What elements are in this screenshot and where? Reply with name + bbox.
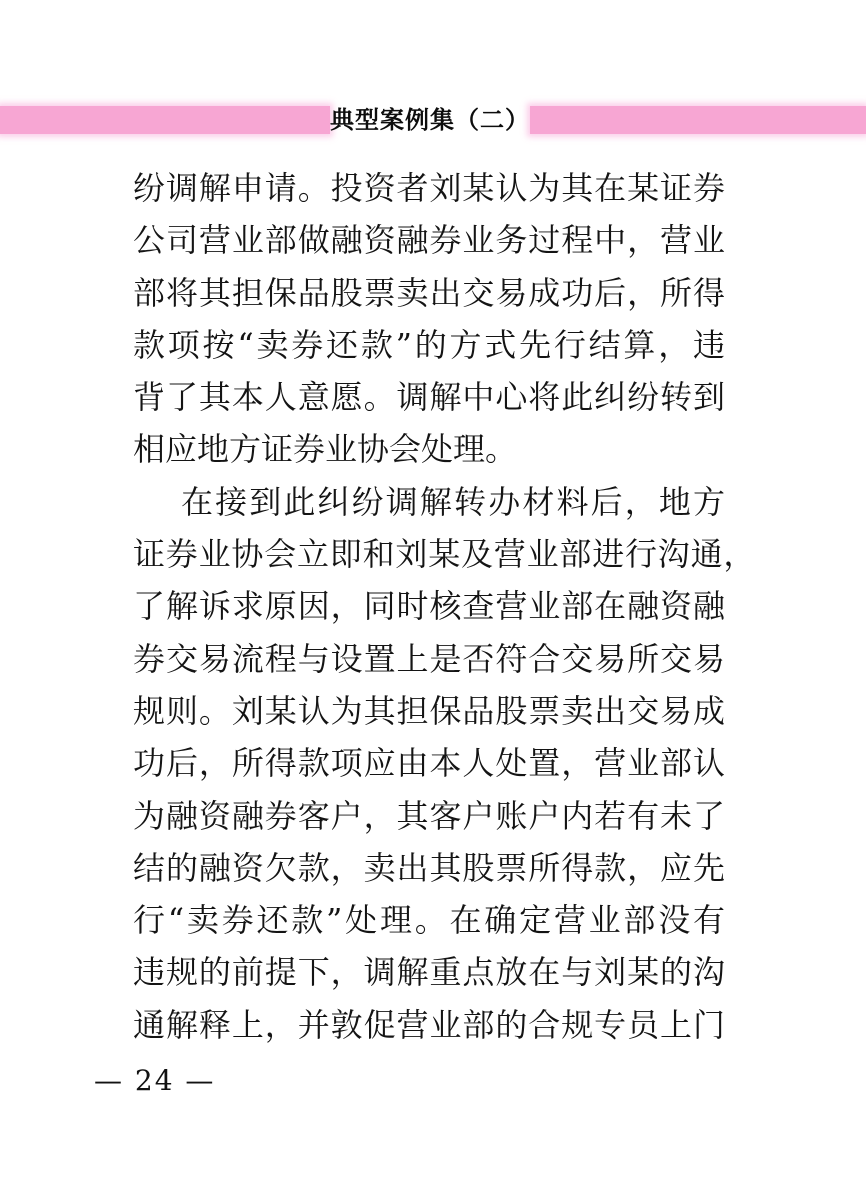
text-line: 券交易流程与设置上是否符合交易所交易 — [133, 639, 725, 678]
text-line: 了解诉求原因，同时核查营业部在融资融 — [133, 587, 725, 626]
text-line: 相应地方证券业协会处理。 — [133, 430, 518, 469]
text-line: 通解释上，并敦促营业部的合规专员上门 — [133, 1005, 725, 1044]
text-line: 部将其担保品股票卖出交易成功后，所得 — [133, 273, 725, 312]
text-line: 功后，所得款项应由本人处置，营业部认 — [133, 744, 725, 783]
text-line: 公司营业部做融资融券业务过程中，营业 — [133, 221, 725, 260]
header-rule-right — [530, 106, 866, 134]
text-line: 在接到此纠纷调解转办材料后，地方 — [181, 482, 725, 521]
text-line: 规则。刘某认为其担保品股票卖出交易成 — [133, 691, 725, 730]
text-line: 证券业协会立即和刘某及营业部进行沟通， — [133, 535, 757, 574]
text-line: 违规的前提下，调解重点放在与刘某的沟 — [133, 953, 725, 992]
text-line: 结的融资欠款，卖出其股票所得款，应先 — [133, 848, 725, 887]
header-rule-left — [0, 106, 330, 134]
text-line: 行“卖券还款”处理。在确定营业部没有 — [133, 901, 725, 940]
running-head-title: 典型案例集（二） — [330, 105, 530, 134]
text-line: 背了其本人意愿。调解中心将此纠纷转到 — [133, 378, 725, 417]
text-line: 款项按“卖券还款”的方式先行结算，违 — [133, 325, 725, 364]
body-text-block — [133, 162, 757, 1051]
text-line: 纷调解申请。投资者刘某认为其在某证券 — [133, 169, 725, 207]
text-line: 为融资融券客户，其客户账户内若有未了 — [133, 796, 725, 835]
page-number: — 24 — — [94, 1064, 216, 1097]
